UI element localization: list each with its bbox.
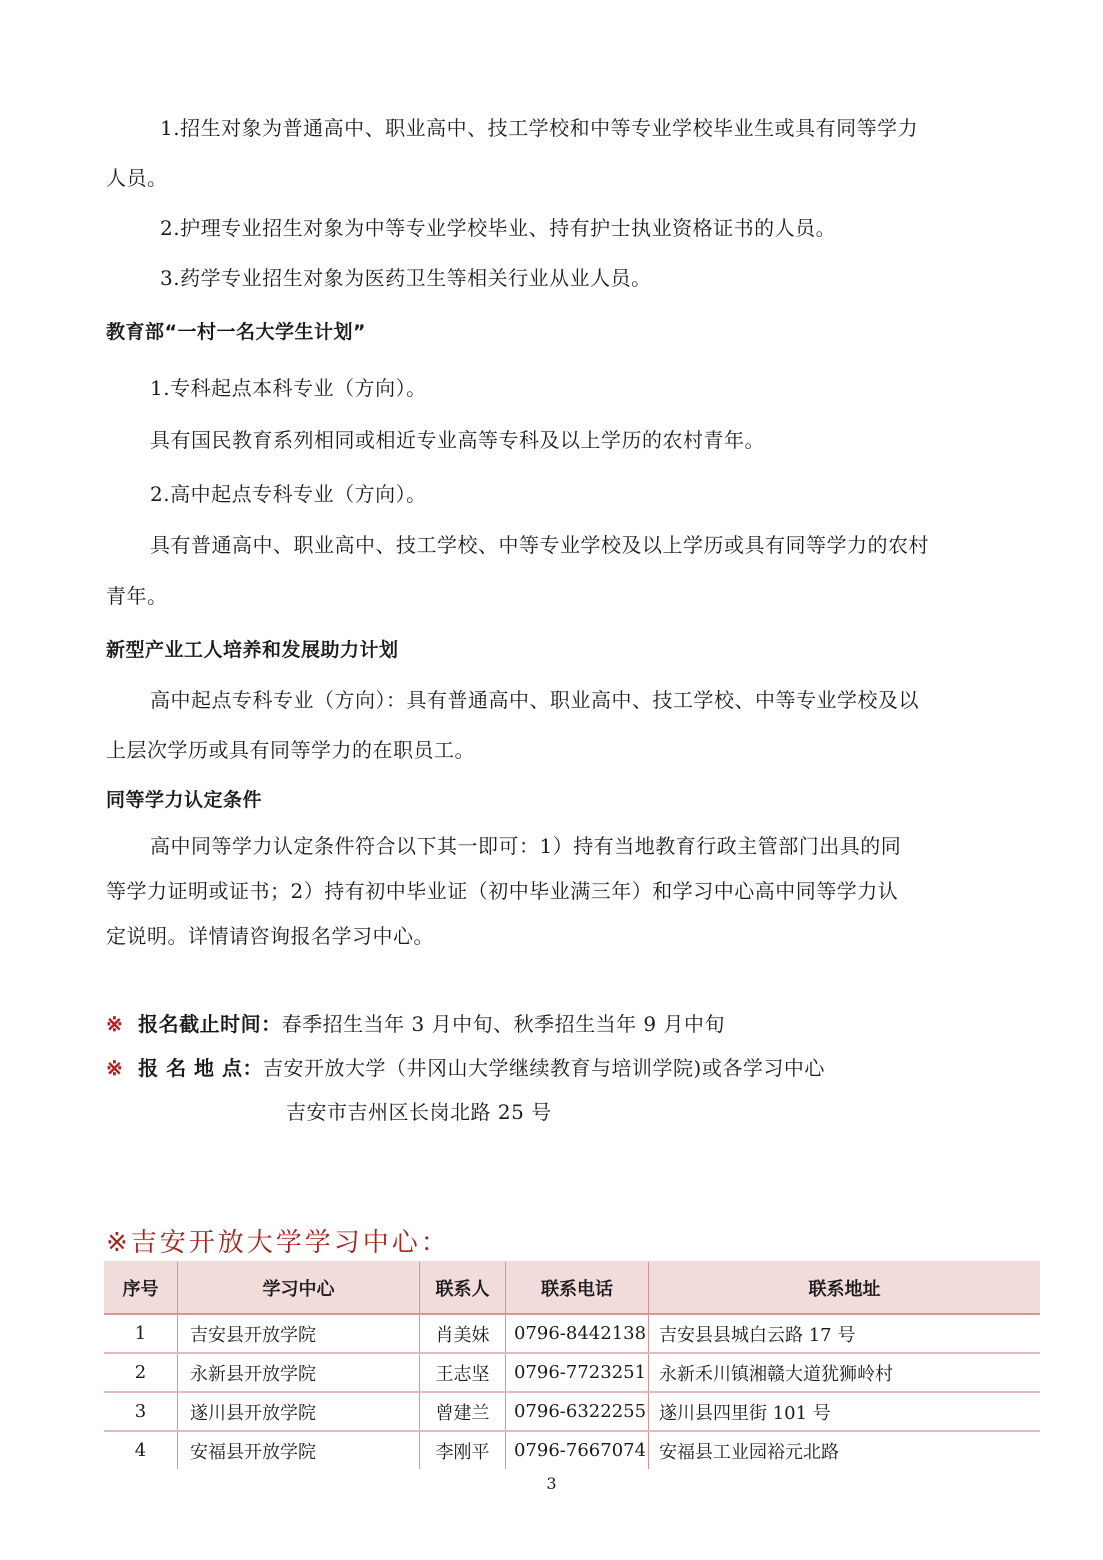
cell-number: 2: [104, 1353, 178, 1392]
cell-phone: 0796-8442138: [506, 1314, 649, 1353]
paragraph-nursing: 2.护理专业招生对象为中等专业学校毕业、持有护士执业资格证书的人员。: [160, 216, 837, 240]
cell-address: 永新禾川镇湘赣大道犹狮岭村: [649, 1353, 1041, 1392]
cell-center: 吉安县开放学院: [178, 1314, 420, 1353]
reference-mark-icon: ※: [106, 1056, 124, 1080]
location-label: 报 名 地 点：: [138, 1056, 264, 1080]
workers-desc: 高中起点专科专业（方向）：具有普通高中、职业高中、技工学校、中等专业学校及以: [150, 688, 919, 712]
page-number: 3: [546, 1474, 557, 1493]
cell-phone: 0796-7667074: [506, 1431, 649, 1469]
cell-address: 安福县工业园裕元北路: [649, 1431, 1041, 1469]
cell-phone: 0796-6322255: [506, 1392, 649, 1431]
cell-contact: 李刚平: [420, 1431, 506, 1469]
table-row: [104, 1314, 1040, 1353]
cell-center: 永新县开放学院: [178, 1353, 420, 1392]
village-item2-title: 2.高中起点专科专业（方向）。: [150, 482, 427, 506]
centers-title: ※吉安开放大学学习中心：: [106, 1228, 450, 1258]
cell-center: 安福县开放学院: [178, 1431, 420, 1469]
cell-number: 4: [134, 1440, 147, 1461]
village-item2-desc: 具有普通高中、职业高中、技工学校、中等专业学校及以上学历或具有同等学力的农村: [150, 533, 929, 557]
heading-village-plan: 教育部“一村一名大学生计划”: [106, 321, 366, 343]
paragraph-enrollment-1: 1.招生对象为普通高中、职业高中、技工学校和中等专业学校毕业生或具有同等学力: [160, 116, 919, 140]
paragraph-pharmacy: 3.药学专业招生对象为医药卫生等相关行业从业人员。: [160, 266, 652, 290]
cell-phone: 0796-7723251: [506, 1353, 649, 1392]
notice-location: [106, 1055, 825, 1081]
header-contact: 联系人: [420, 1262, 506, 1315]
table-row: [104, 1353, 1040, 1392]
header-phone: 联系电话: [506, 1262, 649, 1315]
table-header-row: [104, 1262, 1040, 1315]
location-value: 吉安开放大学（井冈山大学继续教育与培训学院)或各学习中心: [263, 1056, 825, 1080]
table-row: [104, 1392, 1040, 1431]
equivalent-desc-cont2: 定说明。详情请咨询报名学习中心。: [106, 924, 434, 948]
cell-address: 遂川县四里街 101 号: [649, 1392, 1041, 1431]
workers-desc-cont: 上层次学历或具有同等学力的在职员工。: [106, 738, 475, 762]
cell-center: 遂川县开放学院: [178, 1392, 420, 1431]
heading-equivalent: 同等学力认定条件: [106, 789, 263, 811]
village-item1-desc: 具有国民教育系列相同或相近专业高等专科及以上学历的农村青年。: [150, 428, 765, 452]
notice-deadline: [106, 1011, 725, 1037]
cell-number: 1: [104, 1314, 178, 1353]
village-item2-desc-cont: 青年。: [106, 584, 168, 608]
paragraph-enrollment-1-cont: 人员。: [106, 166, 168, 190]
village-item1-title: 1.专科起点本科专业（方向）。: [150, 376, 427, 400]
heading-workers-plan: 新型产业工人培养和发展助力计划: [106, 639, 399, 661]
cell-contact: 王志坚: [420, 1353, 506, 1392]
table-row: [104, 1431, 1040, 1469]
cell-contact: 肖美妹: [420, 1314, 506, 1353]
cell-address: 吉安县县城白云路 17 号: [649, 1314, 1041, 1353]
reference-mark-icon: ※: [106, 1012, 124, 1036]
location-address: 吉安市吉州区长岗北路 25 号: [286, 1100, 552, 1124]
deadline-value: 春季招生当年 3 月中旬、秋季招生当年 9 月中旬: [281, 1012, 726, 1036]
header-address: 联系地址: [649, 1262, 1041, 1315]
equivalent-desc: 高中同等学力认定条件符合以下其一即可：1）持有当地教育行政主管部门出具的同: [150, 834, 902, 858]
equivalent-desc-cont: 等学力证明或证书；2）持有初中毕业证（初中毕业满三年）和学习中心高中同等学力认: [106, 879, 899, 903]
header-number: 序号: [104, 1262, 178, 1315]
learning-centers-table: [104, 1261, 1040, 1469]
header-center: 学习中心: [178, 1262, 420, 1315]
cell-contact: 曾建兰: [420, 1392, 506, 1431]
deadline-label: 报名截止时间：: [138, 1012, 282, 1036]
cell-number: 3: [104, 1392, 178, 1431]
